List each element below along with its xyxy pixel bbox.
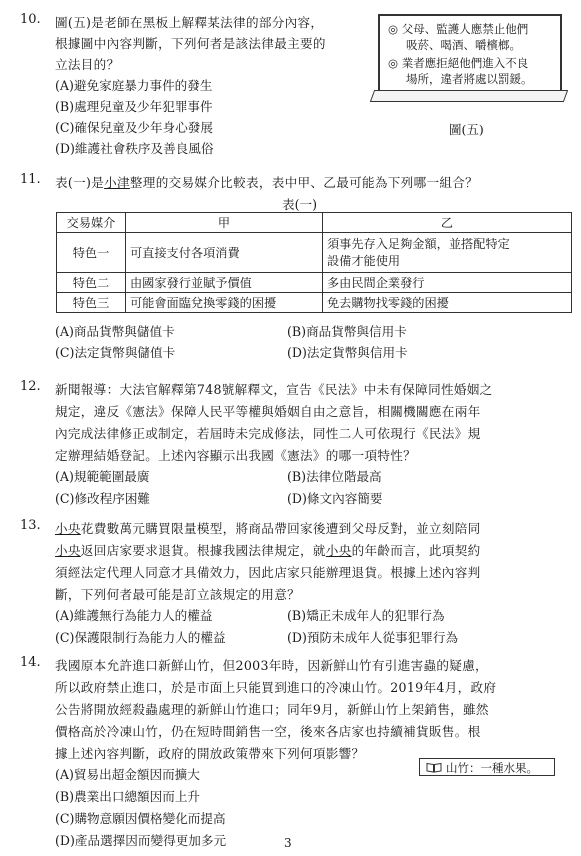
q12-stem-line-3: 內完成法律修正或制定，若屆時未完成修法，同性二人可依現行《民法》規 <box>55 426 481 441</box>
q11-option-c: (C)法定貨幣與儲值卡 <box>55 345 176 360</box>
q12-option-d: (D)條文內容簡要 <box>287 491 383 506</box>
q13-number: 13. <box>20 518 41 533</box>
table-row-1-b <box>323 233 572 273</box>
q13-option-a: (A)維護無行為能力人的權益 <box>55 608 213 623</box>
table-1 <box>56 212 572 313</box>
table-row-3-label: 特色三 <box>57 293 126 313</box>
q13-stem-line-3: 須經法定代理人同意才具備效力，因此店家只能辦理退貨。根據上述內容判 <box>55 565 481 580</box>
q11-stem-part-1: 表(一)是 <box>55 175 105 190</box>
table-row-1-label: 特色一 <box>57 233 126 273</box>
q13-stem-line-4: 斷，下列何者最可能是訂立該規定的用意？ <box>55 587 300 602</box>
q12-stem-line-4: 定辦理結婚登記。上述內容顯示出我國《憲法》的哪一項特性？ <box>55 448 417 463</box>
q10-option-a: (A)避免家庭暴力事件的發生 <box>55 78 213 93</box>
q11-stem-name: 小津 <box>104 175 130 190</box>
q10-number: 10. <box>20 12 41 27</box>
table-header-medium: 交易媒介 <box>57 213 126 233</box>
q11-number: 11. <box>20 172 41 187</box>
blackboard-chalk-tray <box>370 90 568 102</box>
q10-option-b: (B)處理兒童及少年犯罪事件 <box>55 99 213 114</box>
q14-stem-line-5: 據上述內容判斷，政府的開放政策帶來下列何項影響？ <box>55 746 365 761</box>
table-row-1-b-line-2: 設備才能使用 <box>327 253 401 268</box>
q14-option-d: (D)產品選擇因而變得更加多元 <box>55 833 227 848</box>
q13-option-c: (C)保護限制行為能力人的權益 <box>55 630 226 645</box>
q12-option-b: (B)法律位階最高 <box>287 469 382 484</box>
q13-option-b: (B)矯正未成年人的犯罪行為 <box>287 608 445 623</box>
table-row-3-a: 可能會面臨兌換零錢的困擾 <box>126 293 323 313</box>
q10-option-d: (D)維護社會秩序及善良風俗 <box>55 141 214 156</box>
q14-option-b: (B)農業出口總額因而上升 <box>55 789 201 804</box>
q14-option-c: (C)購物意願因價格變化而提高 <box>55 811 226 826</box>
q11-option-a: (A)商品貨幣與儲值卡 <box>55 324 175 339</box>
q12-number: 12. <box>20 379 41 394</box>
table-row-2-b: 多由民間企業發行 <box>323 273 572 293</box>
q14-number: 14. <box>20 655 41 670</box>
table-row-2-label: 特色二 <box>57 273 126 293</box>
q13-stem-line-2-text-b: 的年齡而言，此項契約 <box>351 543 481 558</box>
vocabulary-note <box>419 758 555 776</box>
q12-stem-line-2: 規定，違反《憲法》保障人民平等權與婚姻自由之意旨，相關機關應在兩年 <box>55 404 481 419</box>
q12-stem-line-1: 新聞報導：大法官解釋第748號解釋文，宣告《民法》中未有保障同性婚姻之 <box>55 382 493 397</box>
table-header-a: 甲 <box>126 213 323 233</box>
table-1-caption: 表(一) <box>282 197 318 212</box>
q11-option-d: (D)法定貨幣與信用卡 <box>287 345 408 360</box>
q11-stem-part-2: 整理的交易媒介比較表，表中甲、乙最可能為下列哪一組合？ <box>129 175 479 190</box>
q11-option-b: (B)商品貨幣與信用卡 <box>287 324 407 339</box>
q10-stem-line-3: 立法目的？ <box>55 57 120 72</box>
table-header-b: 乙 <box>323 213 572 233</box>
q14-stem-line-1: 我國原本允許進口新鮮山竹，但2003年時，因新鮮山竹有引進害蟲的疑慮， <box>55 658 488 673</box>
q14-stem-line-4: 價格高於冷凍山竹，仍在短時間銷售一空，後來各店家也持續補貨販售。根 <box>55 724 481 739</box>
board-rule-2-line-1: ◎ 業者應拒絕他們進入不良 <box>388 56 529 70</box>
table-row-1-b-line-1: 須事先存入足夠金額，並搭配特定 <box>327 236 510 251</box>
q13-name-3: 小央 <box>325 543 352 558</box>
figure-5-blackboard <box>378 14 562 96</box>
q13-stem-line-2-text-a: 返回店家要求退貨。根據我國法律規定，就 <box>80 543 326 558</box>
q14-option-a: (A)貿易出超金額因而擴大 <box>55 767 200 782</box>
board-rule-2-line-2: 場所，違者將處以罰鍰。 <box>406 72 533 86</box>
q13-name-2: 小央 <box>55 543 81 558</box>
table-row-3-b: 免去購物找零錢的困擾 <box>323 293 572 313</box>
figure-5-caption: 圖(五) <box>449 122 484 137</box>
table-row-2-a: 由國家發行並賦予價值 <box>126 273 323 293</box>
q13-stem-line-2 <box>55 540 481 559</box>
q14-stem-line-3: 公告將開放經殺蟲處理的新鮮山竹進口；同年9月，新鮮山竹上架銷售，雖然 <box>55 702 489 717</box>
q10-stem-line-2: 根據圖中內容判斷，下列何者是該法律最主要的 <box>55 36 326 51</box>
board-rule-1-line-2: 吸菸、喝酒、嚼檳榔。 <box>406 38 521 52</box>
book-icon <box>426 762 442 773</box>
vocabulary-note-text: 山竹：一種水果。 <box>446 761 538 775</box>
q14-stem-line-2: 所以政府禁止進口，於是市面上只能買到進口的冷凍山竹。2019年4月，政府 <box>55 680 497 695</box>
q13-option-d: (D)預防未成年人從事犯罪行為 <box>287 630 459 645</box>
page-number: 3 <box>284 836 292 850</box>
table-row-1-a: 可直接支付各項消費 <box>126 233 323 273</box>
q12-option-a: (A)規範範圍最廣 <box>55 469 150 484</box>
q13-stem-line-1-text: 花費數萬元購買限量模型，將商品帶回家後遭到父母反對，並立刻陪同 <box>80 521 481 536</box>
q12-option-c: (C)修改程序困難 <box>55 491 151 506</box>
q13-name-1: 小央 <box>55 521 81 536</box>
q13-stem-line-1 <box>55 518 481 537</box>
board-rule-1-line-1: ◎ 父母、監護人應禁止他們 <box>388 22 529 36</box>
q11-stem <box>55 172 478 191</box>
q10-stem-line-1: 圖(五)是老師在黑板上解釋某法律的部分內容， <box>55 15 324 30</box>
q10-option-c: (C)確保兒童及少年身心發展 <box>55 120 213 135</box>
